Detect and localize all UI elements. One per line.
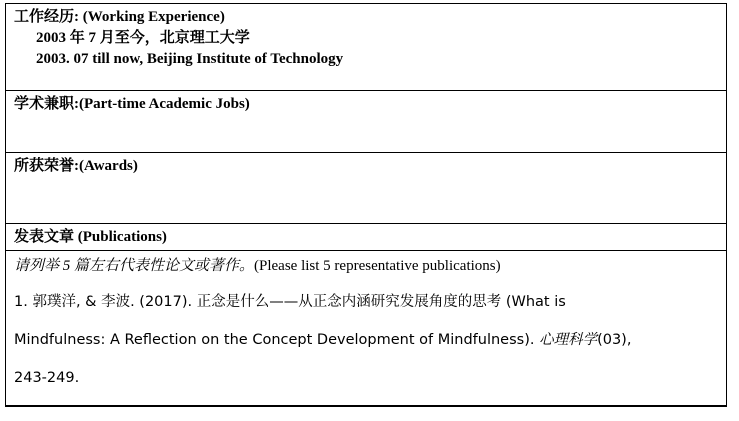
publication-entry-journal: 心理科学 [539, 332, 598, 348]
working-experience-cell [6, 4, 726, 75]
publication-entry [14, 283, 718, 397]
publications-heading-cell [6, 224, 726, 253]
publications-body-cell [6, 251, 726, 405]
working-experience-heading: 工作经历: (Working Experience) [14, 9, 225, 25]
section-working-experience [6, 4, 726, 91]
publications-note [14, 255, 718, 277]
publication-entry-line-2 [14, 321, 718, 359]
awards-heading: 所获荣誉:(Awards) [14, 158, 138, 174]
publication-entry-line-3: 243-249. [14, 370, 80, 386]
part-time-academic-jobs-cell [6, 91, 726, 120]
publication-entry-title-part: Mindfulness: A Reflection on the Concept Development of Mindfulness). [14, 332, 540, 348]
section-publications-body [6, 251, 726, 406]
publication-entry-line-1: 1. 郭璞洋, & 李波. (2017). 正念是什么——从正念内涵研究发展角度的思考 (What is [14, 294, 566, 310]
section-awards [6, 153, 726, 224]
publications-note-italic: 请列举 5 篇左右代表性论文或著作。 [14, 258, 255, 274]
publications-note-plain: (Please list 5 representative publications) [254, 258, 501, 274]
working-experience-line-1: 2003 年 7 月至今，北京理工大学 [36, 30, 250, 46]
section-publications-heading [6, 224, 726, 251]
publications-heading: 发表文章 (Publications) [14, 229, 167, 245]
section-part-time-academic-jobs [6, 91, 726, 153]
publication-entry-issue: (03), [597, 332, 632, 348]
cv-table [5, 3, 727, 407]
working-experience-line-2: 2003. 07 till now, Beijing Institute of Technology [36, 51, 344, 67]
part-time-academic-jobs-heading: 学术兼职:(Part-time Academic Jobs) [14, 96, 250, 112]
awards-cell [6, 153, 726, 182]
